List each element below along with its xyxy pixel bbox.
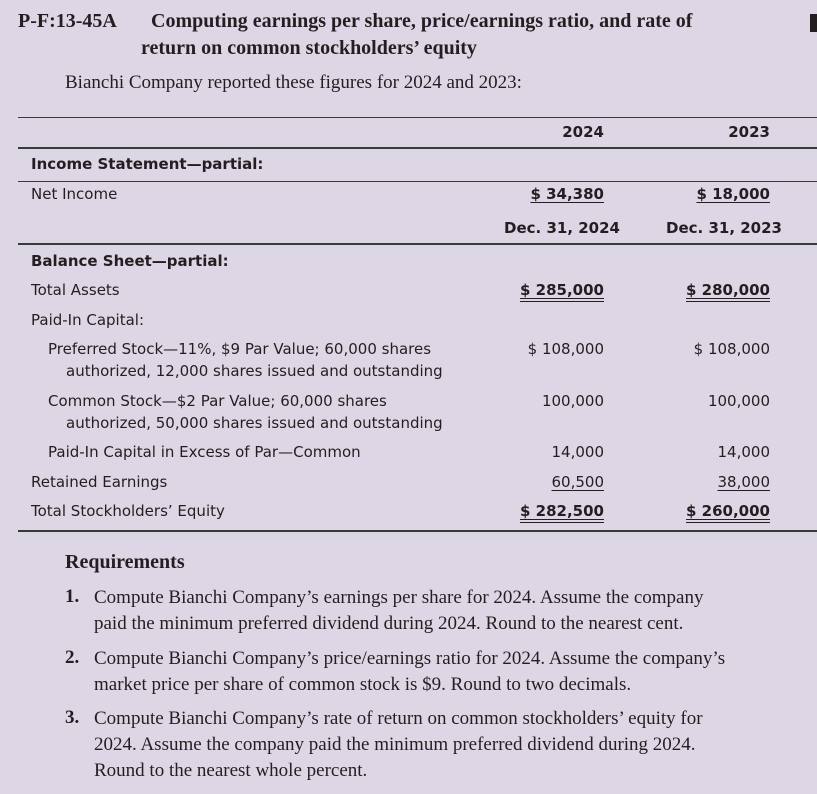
preferred-stock-label-line1: Preferred Stock—11%, $9 Par Value; 60,000 shares xyxy=(48,340,432,358)
requirement-number: 3. xyxy=(65,707,80,728)
common-stock-2024: 100,000 xyxy=(541,392,604,410)
total-assets-2023: $ 280,000 xyxy=(686,281,770,299)
requirement-2-line2: market price per share of common stock is $9. Round to two decimals. xyxy=(94,674,632,695)
problem-title-line1: Computing earnings per share, price/earnings ratio, and rate of xyxy=(151,10,693,32)
date-2023: Dec. 31, 2023 xyxy=(666,219,782,237)
header-rule xyxy=(18,147,817,149)
net-income-2024: $ 34,380 xyxy=(530,185,604,203)
requirement-3-line2: 2024. Assume the company paid the minimum preferred dividend during 2024. xyxy=(94,734,696,755)
date-2024: Dec. 31, 2024 xyxy=(504,219,620,237)
retained-earnings-2023: 38,000 xyxy=(717,473,770,491)
requirement-3-line3: Round to the nearest whole percent. xyxy=(94,760,368,781)
column-header-2023: 2023 xyxy=(728,123,770,141)
row-divider xyxy=(18,181,817,182)
requirements-title: Requirements xyxy=(65,551,185,573)
paid-in-excess-2023: 14,000 xyxy=(717,443,770,461)
preferred-stock-2023: $ 108,000 xyxy=(693,340,770,358)
requirement-1-line1: Compute Bianchi Company’s earnings per share for 2024. Assume the company xyxy=(94,587,704,608)
income-statement-header: Income Statement—partial: xyxy=(31,155,264,173)
retained-earnings-label: Retained Earnings xyxy=(31,473,168,491)
total-equity-2023: $ 260,000 xyxy=(686,502,770,520)
requirement-number: 2. xyxy=(65,647,80,668)
common-stock-label-line1: Common Stock—$2 Par Value; 60,000 shares xyxy=(48,392,387,410)
paid-in-excess-label: Paid-In Capital in Excess of Par—Common xyxy=(48,443,361,461)
column-header-2024: 2024 xyxy=(562,123,604,141)
preferred-stock-label-line2: authorized, 12,000 shares issued and outstanding xyxy=(66,362,443,380)
table-top-rule xyxy=(18,117,817,118)
total-assets-label: Total Assets xyxy=(31,281,120,299)
requirement-2-line1: Compute Bianchi Company’s price/earnings ratio for 2024. Assume the company’s xyxy=(94,648,726,669)
page-edge-marker xyxy=(810,14,817,32)
preferred-stock-2024: $ 108,000 xyxy=(527,340,604,358)
problem-title-line2: return on common stockholders’ equity xyxy=(141,37,477,59)
common-stock-label-line2: authorized, 50,000 shares issued and outstanding xyxy=(66,414,443,432)
requirement-1-line2: paid the minimum preferred dividend during 2024. Round to the nearest cent. xyxy=(94,613,684,634)
common-stock-2023: 100,000 xyxy=(707,392,770,410)
total-assets-2024: $ 285,000 xyxy=(520,281,604,299)
requirement-number: 1. xyxy=(65,586,80,607)
table-bottom-rule xyxy=(18,530,817,532)
retained-earnings-2024: 60,500 xyxy=(551,473,604,491)
net-income-2023: $ 18,000 xyxy=(696,185,770,203)
date-rule xyxy=(18,243,817,245)
intro-text: Bianchi Company reported these figures for 2024 and 2023: xyxy=(65,72,522,93)
total-equity-2024: $ 282,500 xyxy=(520,502,604,520)
balance-sheet-header: Balance Sheet—partial: xyxy=(31,252,229,270)
problem-id: P-F:13-45A xyxy=(18,10,117,32)
paid-in-capital-label: Paid-In Capital: xyxy=(31,311,145,329)
paid-in-excess-2024: 14,000 xyxy=(551,443,604,461)
requirement-3-line1: Compute Bianchi Company’s rate of return on common stockholders’ equity for xyxy=(94,708,703,729)
total-equity-label: Total Stockholders’ Equity xyxy=(31,502,225,520)
net-income-label: Net Income xyxy=(31,185,118,203)
